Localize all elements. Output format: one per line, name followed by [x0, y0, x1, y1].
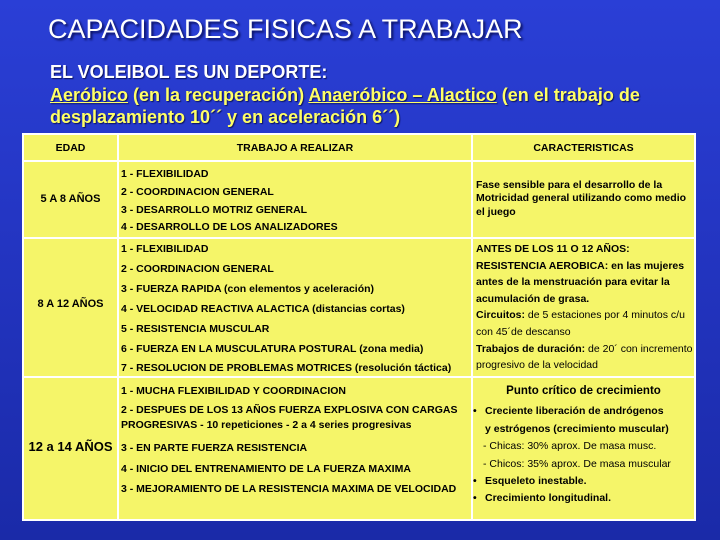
list-item: 6 - FUERZA EN LA MUSCULATURA POSTURAL (zona media)	[121, 342, 424, 355]
list-item: - Chicos: 35% aprox. De masa muscular	[483, 457, 671, 470]
bullet-icon: •	[473, 492, 477, 505]
list-item: PROGRESIVAS - 10 repeticiones - 2 a 4 series progresivas	[121, 419, 412, 432]
age-8-12: 8 A 12 AÑOS	[37, 298, 104, 310]
anaerobico-note: (en el trabajo de desplazamiento 10´´ y en aceleración 6´´)	[50, 85, 640, 127]
bullet-icon: •	[473, 405, 477, 418]
anaerobico-term: Anaeróbico – Alactico	[308, 85, 497, 105]
row3-items	[121, 381, 457, 499]
list-item: Trabajos de duración: de 20´ con incremento	[476, 342, 693, 355]
list-item: y estrógenos (crecimiento muscular)	[485, 422, 669, 435]
list-item: 4 - VELOCIDAD REACTIVA ALACTICA (distancias cortas)	[121, 302, 405, 315]
capacities-table	[22, 133, 696, 521]
list-item: Circuitos: de 5 estaciones por 4 minutos c/u	[476, 309, 685, 322]
row1-items	[121, 166, 338, 237]
subtitle: EL VOLEIBOL ES UN DEPORTE:	[50, 62, 328, 82]
list-item: • Creciente liberación de andrógenos	[473, 403, 694, 420]
row-divider	[24, 160, 694, 162]
list-item: antes de la menstruación para evitar la	[476, 276, 670, 289]
list-item: 4 - INICIO DEL ENTRENAMIENTO DE LA FUERZA MAXIMA	[121, 462, 411, 475]
aerobico-term: Aeróbico	[50, 85, 129, 105]
list-item: acumulación de grasa.	[476, 292, 590, 305]
list-item: 3 - FUERZA RAPIDA (con elementos y aceleración)	[121, 282, 375, 295]
list-item: 3 - EN PARTE FUERZA RESISTENCIA	[121, 442, 308, 455]
list-item: - Chicas: 30% aprox. De masa musc.	[483, 440, 657, 453]
header-edad: EDAD	[55, 142, 86, 154]
age-5-8: 5 A 8 AÑOS	[40, 193, 101, 205]
list-item: progresivo de la velocidad	[476, 359, 598, 372]
list-item: con 45´de descanso	[476, 325, 571, 338]
header-trabajo: TRABAJO A REALIZAR	[236, 142, 354, 154]
intro-text	[50, 84, 700, 128]
aerobico-note: (en la recuperación)	[128, 85, 309, 105]
critical-growth-box	[473, 383, 694, 508]
age-12-14: 12 a 14 AÑOS	[28, 439, 113, 454]
page-title: CAPACIDADES FISICAS A TRABAJAR	[48, 14, 523, 44]
list-item: 4 - DESARROLLO DE LOS ANALIZADORES	[121, 221, 338, 234]
list-item: 1 - MUCHA FLEXIBILIDAD Y COORDINACION	[121, 385, 346, 397]
critical-title: Punto crítico de crecimiento	[506, 385, 661, 397]
list-item: • Crecimiento longitudinal.	[473, 490, 694, 507]
bullet-icon: •	[473, 475, 477, 488]
header-caracteristicas: CARACTERISTICAS	[533, 142, 634, 154]
list-item: 2 - COORDINACION GENERAL	[121, 185, 274, 198]
list-item: RESISTENCIA AEROBICA: en las mujeres	[476, 259, 685, 272]
row-divider	[24, 237, 694, 239]
list-item: 7 - RESOLUCION DE PROBLEMAS MOTRICES (resolución táctica)	[121, 362, 452, 375]
row1-characteristics	[476, 179, 686, 219]
list-item: • Esqueleto inestable.	[473, 473, 694, 490]
list-item: 5 - RESISTENCIA MUSCULAR	[121, 322, 270, 335]
list-item: 1 - FLEXIBILIDAD	[121, 168, 209, 180]
list-item: 2 - DESPUES DE LOS 13 AÑOS FUERZA EXPLOSIVA CON CARGAS	[121, 404, 458, 417]
list-item: 3 - DESARROLLO MOTRIZ GENERAL	[121, 203, 308, 216]
list-item: 3 - MEJORAMIENTO DE LA RESISTENCIA MAXIMA DE VELOCIDAD	[121, 482, 457, 495]
list-item: ANTES DE LOS 11 O 12 AÑOS:	[476, 243, 630, 255]
row2-characteristics	[476, 241, 693, 374]
list-item: 1 - FLEXIBILIDAD	[121, 243, 209, 255]
column-divider	[117, 135, 119, 519]
list-item: Fase sensible para el desarrollo de la	[476, 179, 663, 191]
list-item: el juego	[476, 205, 516, 218]
row2-items	[121, 240, 451, 379]
list-item: Motricidad general utilizando como medio	[476, 192, 687, 205]
list-item: 2 - COORDINACION GENERAL	[121, 262, 274, 275]
